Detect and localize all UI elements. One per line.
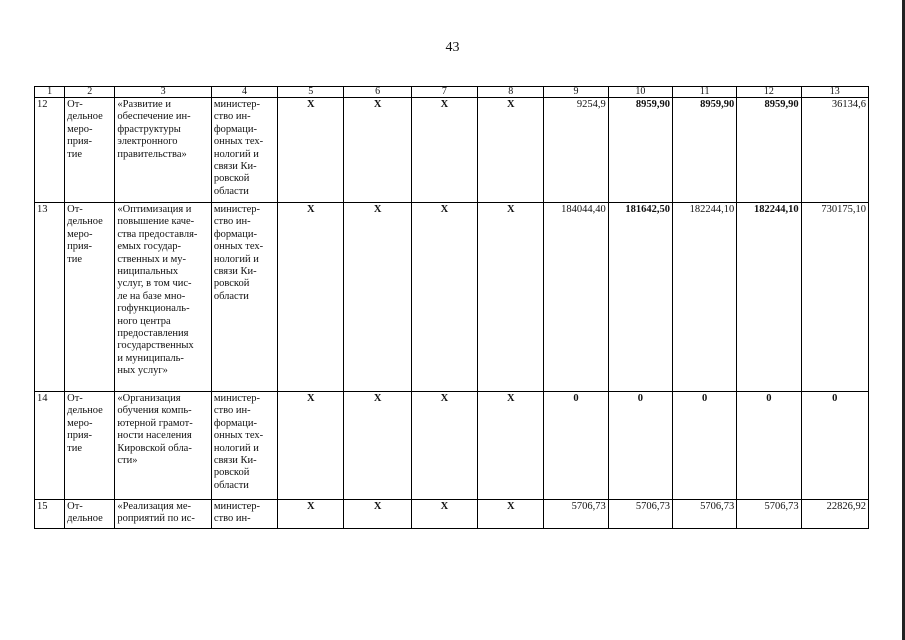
column-header: 11: [672, 87, 736, 98]
cell-x: Х: [411, 392, 477, 500]
measure-type: От- дельное: [65, 500, 115, 529]
row-number: 14: [35, 392, 65, 500]
column-header: 1: [35, 87, 65, 98]
cell-value: 182244,10: [672, 203, 736, 392]
cell-value: 5706,73: [608, 500, 672, 529]
cell-x: Х: [411, 98, 477, 203]
cell-value: 0: [608, 392, 672, 500]
executor: министер- ство ин- формаци- онных тех- нологий и связи Ки- ровской области: [211, 392, 277, 500]
column-header: 4: [211, 87, 277, 98]
row-number: 15: [35, 500, 65, 529]
column-header: 8: [478, 87, 544, 98]
header-row: [35, 87, 869, 98]
column-header: 10: [608, 87, 672, 98]
cell-total: 730175,10: [801, 203, 868, 392]
cell-value: 0: [672, 392, 736, 500]
table-row: [35, 203, 869, 392]
cell-x: Х: [278, 98, 344, 203]
column-header: 13: [801, 87, 868, 98]
cell-x: Х: [344, 203, 411, 392]
executor: министер- ство ин- формаци- онных тех- нологий и связи Ки- ровской области: [211, 203, 277, 392]
cell-x: Х: [478, 98, 544, 203]
page-number: 43: [445, 40, 460, 55]
cell-value: 182244,10: [737, 203, 801, 392]
column-header: 9: [544, 87, 608, 98]
cell-x: Х: [411, 203, 477, 392]
cell-x: Х: [344, 98, 411, 203]
cell-x: Х: [278, 500, 344, 529]
cell-x: Х: [278, 392, 344, 500]
measure-type: От- дельное меро- прия- тие: [65, 203, 115, 392]
cell-value: 181642,50: [608, 203, 672, 392]
cell-total: 0: [801, 392, 868, 500]
measure-type: От- дельное меро- прия- тие: [65, 392, 115, 500]
measure-type: От- дельное меро- прия- тие: [65, 98, 115, 203]
row-number: 12: [35, 98, 65, 203]
cell-value: 5706,73: [672, 500, 736, 529]
column-header: 12: [737, 87, 801, 98]
cell-x: Х: [344, 500, 411, 529]
cell-value: 9254,9: [544, 98, 608, 203]
cell-value: 8959,90: [672, 98, 736, 203]
cell-x: Х: [478, 392, 544, 500]
column-header: 2: [65, 87, 115, 98]
measure-name: «Реализация ме- роприятий по ис-: [115, 500, 211, 529]
cell-value: 0: [737, 392, 801, 500]
cell-x: Х: [478, 203, 544, 392]
column-header: 7: [411, 87, 477, 98]
cell-value: 5706,73: [737, 500, 801, 529]
column-header: 3: [115, 87, 211, 98]
cell-value: 184044,40: [544, 203, 608, 392]
measure-name: «Развитие и обеспечение ин- фраструктуры электронного правительства»: [115, 98, 211, 203]
executor: министер- ство ин-: [211, 500, 277, 529]
cell-value: 5706,73: [544, 500, 608, 529]
row-number: 13: [35, 203, 65, 392]
executor: министер- ство ин- формаци- онных тех- нологий и связи Ки- ровской области: [211, 98, 277, 203]
column-header: 5: [278, 87, 344, 98]
table-row: [35, 392, 869, 500]
cell-total: 22826,92: [801, 500, 868, 529]
table-row: [35, 500, 869, 529]
budget-table: [34, 86, 869, 529]
measure-name: «Оптимизация и повышение каче- ства предоставля- емых государ- ственных и му- ниципальных услуг, в том чис- ле на базе мно- гофункциональ- ного центра предоставления государственных и муниципаль- ных услуг»: [115, 203, 211, 392]
cell-value: 8959,90: [608, 98, 672, 203]
cell-total: 36134,6: [801, 98, 868, 203]
cell-value: 8959,90: [737, 98, 801, 203]
table-row: [35, 98, 869, 203]
cell-x: Х: [411, 500, 477, 529]
measure-name: «Организация обучения компь- ютерной грамот- ности населения Кировской обла- сти»: [115, 392, 211, 500]
cell-x: Х: [344, 392, 411, 500]
cell-x: Х: [278, 203, 344, 392]
column-header: 6: [344, 87, 411, 98]
cell-value: 0: [544, 392, 608, 500]
cell-x: Х: [478, 500, 544, 529]
